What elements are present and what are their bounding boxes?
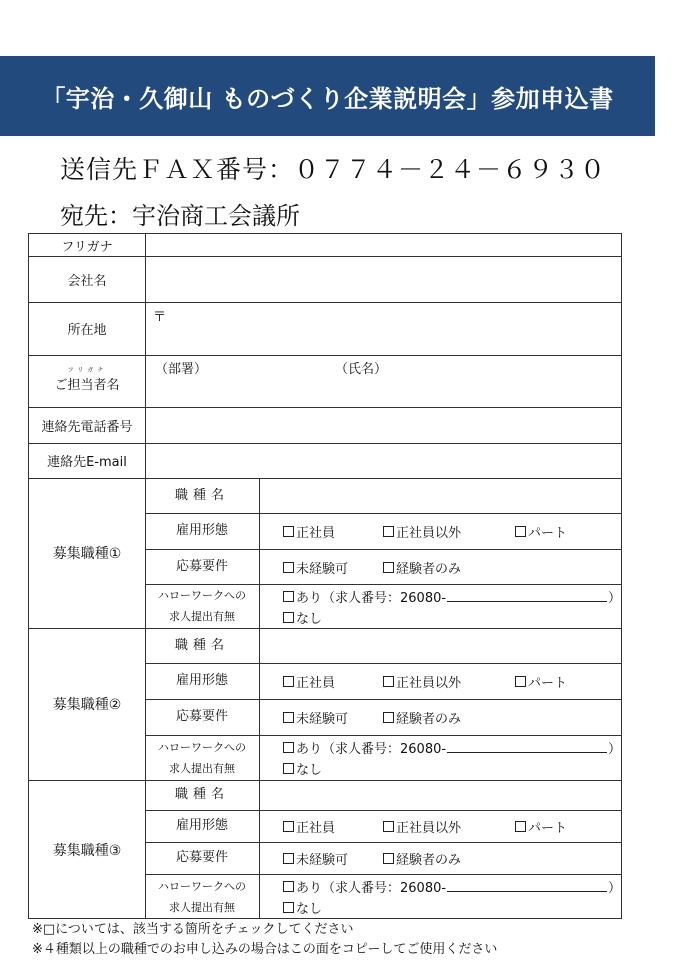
checkbox-icon[interactable] (283, 612, 294, 623)
option-experienced-only[interactable] (383, 708, 461, 727)
checkbox-icon[interactable] (383, 853, 394, 864)
person-name-label: （氏名） (335, 362, 388, 377)
checkbox-icon[interactable] (383, 821, 394, 832)
option-hellowork-no[interactable] (283, 608, 322, 627)
email-label: 連絡先E-mail (47, 455, 127, 470)
option-label: 未経験可 (296, 853, 349, 868)
hellowork-label-line2: 求人提出有無 (169, 610, 235, 623)
hellowork-label-line1: ハローワークへの (158, 740, 246, 754)
contact-person-label (29, 355, 145, 407)
job-name-label: 職種名 (174, 787, 229, 802)
form-title-banner (0, 56, 655, 136)
destination-line: 宛先：宇治商工会議所 (60, 202, 300, 230)
option-label: 正社員以外 (396, 676, 462, 691)
option-full-time[interactable] (283, 817, 335, 836)
employment-type-label: 雇用形態 (175, 818, 228, 833)
employment-type-label: 雇用形態 (175, 523, 228, 538)
option-label: なし (296, 612, 323, 627)
job-number-blank[interactable] (447, 590, 607, 602)
option-non-full-time[interactable] (383, 522, 461, 541)
checkbox-icon[interactable] (383, 676, 394, 687)
employment-type-label: 雇用形態 (175, 673, 228, 688)
requirement-label: 応募要件 (175, 850, 228, 865)
option-non-full-time[interactable] (383, 672, 461, 691)
hellowork-label-line2: 求人提出有無 (169, 761, 235, 775)
contact-suffix: 名 (106, 377, 120, 393)
checkbox-icon[interactable] (515, 526, 526, 537)
job-name-label: 職種名 (174, 637, 229, 653)
closing-paren: ） (608, 591, 622, 606)
note-1: ※□については、該当する箇所をチェックしてください (32, 922, 354, 937)
closing-paren: ） (608, 881, 622, 896)
option-hellowork-no[interactable] (283, 759, 322, 778)
option-non-full-time[interactable] (383, 817, 461, 836)
furigana-label: フリガナ (61, 239, 113, 255)
option-hellowork-no[interactable] (283, 898, 322, 917)
option-label: 正社員以外 (396, 526, 462, 541)
checkbox-icon[interactable] (283, 902, 294, 913)
option-label: 未経験可 (296, 562, 349, 577)
option-no-experience[interactable] (283, 558, 348, 577)
option-no-experience[interactable] (283, 849, 348, 868)
checkbox-icon[interactable] (283, 712, 294, 723)
requirement-label: 応募要件 (175, 709, 228, 724)
option-label: 経験者のみ (396, 853, 462, 868)
option-full-time[interactable] (283, 522, 335, 541)
checkbox-icon[interactable] (283, 526, 294, 537)
option-label: パート (528, 821, 568, 836)
checkbox-icon[interactable] (383, 712, 394, 723)
job-number-blank[interactable] (447, 880, 607, 892)
checkbox-icon[interactable] (283, 821, 294, 832)
job-name-label: 職種名 (174, 487, 229, 503)
job-section-title: 募集職種③ (52, 842, 122, 859)
option-part-time[interactable] (515, 672, 567, 691)
checkbox-icon[interactable] (383, 562, 394, 573)
checkbox-icon[interactable] (515, 821, 526, 832)
contact-prefix: ご (54, 377, 68, 393)
job-section-title: 募集職種① (52, 546, 122, 562)
job-number-blank[interactable] (447, 741, 607, 753)
form-title: 「宇治・久御山 ものづくり企業説明会」参加申込書 (41, 84, 614, 113)
option-label: パート (528, 526, 568, 541)
option-hellowork-yes[interactable] (283, 877, 621, 896)
option-part-time[interactable] (515, 522, 567, 541)
sub-label-divider (259, 478, 260, 628)
option-label: 正社員以外 (396, 821, 462, 836)
contact-ruby-group (67, 366, 108, 393)
hellowork-label-line2: 求人提出有無 (169, 900, 235, 914)
option-label: 未経験可 (296, 712, 349, 727)
form-notes (32, 920, 497, 960)
option-full-time[interactable] (283, 672, 335, 691)
option-part-time[interactable] (515, 817, 567, 836)
hellowork-label (145, 735, 259, 780)
option-label: あり（求人番号：26080- (296, 742, 447, 757)
option-label: 経験者のみ (396, 712, 462, 727)
company-name-label: 会社名 (67, 273, 107, 289)
hellowork-label-line1: ハローワークへの (158, 879, 246, 893)
fax-number-line: 送信先ＦＡＸ番号：０７７４－２４－６９３０ (60, 155, 607, 184)
note-2: ※４種類以上の職種でのお申し込みの場合はこの面をコピーしてご使用ください (32, 942, 498, 957)
checkbox-icon[interactable] (383, 526, 394, 537)
option-experienced-only[interactable] (383, 558, 461, 577)
checkbox-icon[interactable] (283, 562, 294, 573)
option-experienced-only[interactable] (383, 849, 461, 868)
checkbox-icon[interactable] (283, 853, 294, 864)
option-label: 正社員 (296, 526, 336, 541)
phone-label: 連絡先電話番号 (41, 419, 133, 435)
checkbox-icon[interactable] (283, 676, 294, 687)
option-label: あり（求人番号：26080- (296, 591, 447, 606)
option-label: 正社員 (296, 676, 336, 691)
application-form-table (28, 233, 622, 919)
job-section-title: 募集職種② (52, 697, 122, 713)
option-label: パート (528, 676, 568, 691)
closing-paren: ） (608, 742, 622, 757)
option-label: 正社員 (296, 821, 336, 836)
checkbox-icon[interactable] (515, 676, 526, 687)
option-label: なし (296, 902, 323, 917)
contact-main: 担当者 (67, 377, 107, 393)
hellowork-label (145, 874, 259, 919)
option-hellowork-yes[interactable] (283, 738, 621, 757)
checkbox-icon[interactable] (283, 763, 294, 774)
contact-ruby: フリガナ (67, 366, 108, 374)
option-no-experience[interactable] (283, 708, 348, 727)
option-label: あり（求人番号：26080- (296, 881, 447, 896)
option-label: 経験者のみ (396, 562, 462, 577)
postal-mark: 〒 (153, 310, 167, 325)
option-label: なし (296, 763, 323, 778)
hellowork-label-line1: ハローワークへの (158, 589, 246, 602)
hellowork-label (145, 584, 259, 628)
sub-label-divider (259, 628, 260, 780)
option-hellowork-yes[interactable] (283, 587, 621, 606)
address-label: 所在地 (67, 323, 107, 338)
checkbox-icon[interactable] (283, 742, 294, 753)
checkbox-icon[interactable] (283, 591, 294, 602)
requirement-label: 応募要件 (175, 558, 228, 574)
checkbox-icon[interactable] (283, 881, 294, 892)
sub-label-divider (259, 780, 260, 919)
department-label: （部署） (155, 362, 208, 377)
